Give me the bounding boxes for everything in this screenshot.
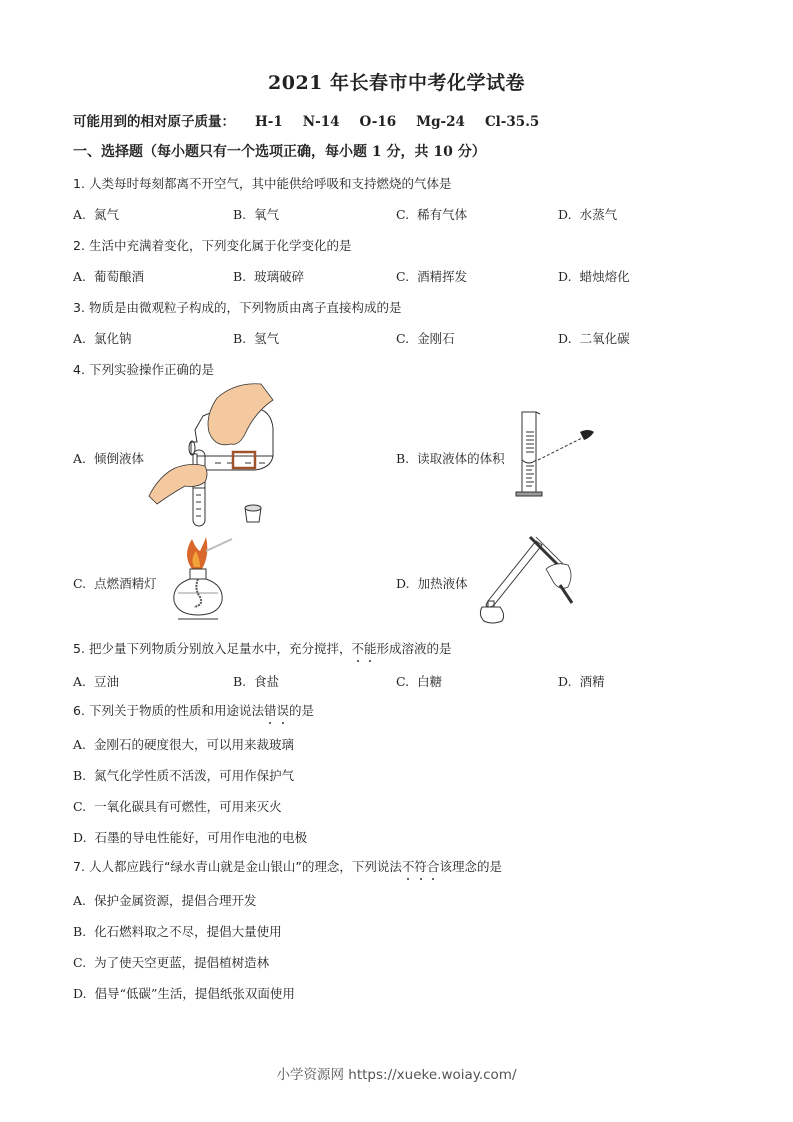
- atomic-masses: [73, 110, 539, 130]
- question-2-option-d: D. 蜡烛熔化: [558, 269, 630, 284]
- question-5-option-b: B. 食盐: [233, 674, 280, 689]
- atomic-mass-cl: Cl-35.5: [484, 114, 540, 130]
- atomic-mass-mg: Mg-24: [416, 114, 465, 130]
- question-6-option-b: B. 氮气化学性质不活泼，可用作保护气: [73, 768, 295, 783]
- emphasis-char: 不: [401, 859, 415, 874]
- question-2-option-a: A. 葡萄酿酒: [73, 269, 145, 284]
- question-1-option-c: C. 稀有气体: [396, 207, 468, 222]
- question-5-stem: 5. 把少量下列物质分别放入足量水中，充分搅拌，不能形成溶液的是: [73, 641, 452, 656]
- lighting-alcohol-lamp-figure: [170, 535, 260, 625]
- question-4-option-d: D. 加热液体: [396, 576, 468, 591]
- question-3-option-b: B. 氢气: [233, 331, 280, 346]
- question-7-option-d: D. 倡导“低碳”生活，提倡纸张双面使用: [73, 986, 295, 1001]
- question-3-option-a: A. 氯化钠: [73, 331, 132, 346]
- question-5-option-d: D. 酒精: [558, 674, 605, 689]
- question-5-option-a: A. 豆油: [73, 674, 120, 689]
- question-6-stem: 6. 下列关于物质的性质和用途说法错误的是: [73, 703, 314, 718]
- emphasis-char: 合: [426, 859, 440, 874]
- question-4-option-c: C. 点燃酒精灯: [73, 576, 157, 591]
- emphasis-char: 误: [276, 703, 289, 718]
- question-1-option-b: B. 氧气: [233, 207, 280, 222]
- question-7-stem: 7. 人人都应践行“绿水青山就是金山银山”的理念，下列说法不符合该理念的是: [73, 859, 502, 874]
- question-4-stem: 4. 下列实验操作正确的是: [73, 362, 214, 377]
- question-7-option-b: B. 化石燃料取之不尽，提倡大量使用: [73, 924, 282, 939]
- question-7-option-a: A. 保护金属资源，提倡合理开发: [73, 893, 257, 908]
- question-3-option-c: C. 金刚石: [396, 331, 455, 346]
- footer-watermark: 小学资源网 https://xueke.woiay.com/: [276, 1067, 517, 1083]
- question-1-option-a: A. 氮气: [73, 207, 120, 222]
- question-1-option-d: D. 水蒸气: [558, 207, 618, 222]
- emphasis-char: 错: [263, 703, 277, 718]
- page-title: 2021 年长春市中考化学试卷: [268, 72, 525, 94]
- question-1-stem: 1. 人类每时每刻都离不开空气，其中能供给呼吸和支持燃烧的气体是: [73, 176, 452, 191]
- question-7-option-c: C. 为了使天空更蓝，提倡植树造林: [73, 955, 270, 970]
- emphasis-char: 能: [363, 641, 377, 656]
- question-3-stem: 3. 物质是由微观粒子构成的，下列物质由离子直接构成的是: [73, 300, 402, 315]
- atomic-mass-n: N-14: [302, 114, 340, 130]
- question-6-option-d: D. 石墨的导电性能好，可用作电池的电极: [73, 830, 308, 845]
- emphasis-char: 符: [414, 859, 427, 874]
- atomic-mass-o: O-16: [359, 114, 397, 130]
- heating-liquid-figure: [476, 535, 581, 627]
- atomic-masses-label: 可能用到的相对原子质量：: [73, 114, 235, 130]
- question-5-option-c: C. 白糖: [396, 674, 443, 689]
- question-3-option-d: D. 二氧化碳: [558, 331, 630, 346]
- reading-graduated-cylinder-figure: [512, 410, 602, 500]
- question-2-stem: 2. 生活中充满着变化，下列变化属于化学变化的是: [73, 238, 352, 253]
- atomic-mass-h: H-1: [255, 114, 283, 130]
- emphasis-char: 不: [351, 641, 364, 656]
- question-4-option-b: B. 读取液体的体积: [396, 451, 505, 466]
- question-4-option-a: A. 倾倒液体: [73, 451, 145, 466]
- pouring-liquid-figure: [145, 378, 285, 530]
- question-6-option-a: A. 金刚石的硬度很大，可以用来裁玻璃: [73, 737, 295, 752]
- question-2-option-b: B. 玻璃破碎: [233, 269, 305, 284]
- question-6-option-c: C. 一氧化碳具有可燃性，可用来灭火: [73, 799, 282, 814]
- section-heading: 一、选择题（每小题只有一个选项正确，每小题 1 分，共 10 分）: [73, 144, 486, 160]
- question-2-option-c: C. 酒精挥发: [396, 269, 468, 284]
